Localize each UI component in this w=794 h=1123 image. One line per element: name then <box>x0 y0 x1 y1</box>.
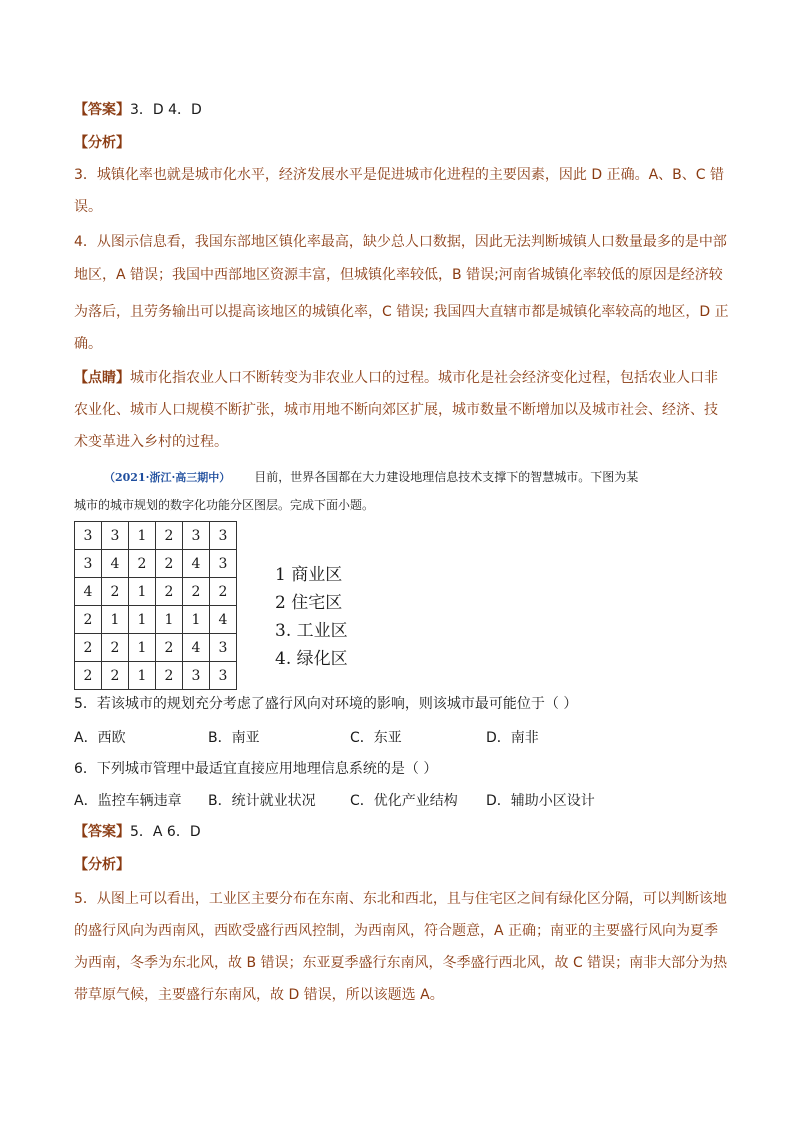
q5-explain-line-4: 带草原气候，主要盛行东南风，故 D 错误，所以该题选 A。 <box>74 987 444 1003</box>
analysis-tag-2: 【分析】 <box>74 857 130 873</box>
legend-green: 4. 绿化区 <box>275 649 348 669</box>
grid-cell: 4 <box>210 606 237 634</box>
answer-line-1 <box>74 100 726 120</box>
q4-explain-line-4: 确。 <box>74 336 102 352</box>
grid-row <box>75 578 237 606</box>
grid-row <box>75 550 237 578</box>
grid-cell: 1 <box>129 578 156 606</box>
grid-cell: 2 <box>156 578 183 606</box>
grid-cell: 1 <box>129 522 156 550</box>
q3-explain-line-1: 3．城镇化率也就是城市化水平，经济发展水平是促进城市化进程的主要因素，因此 D 正确。A、B、C 错 <box>74 167 724 183</box>
grid-cell: 4 <box>102 550 129 578</box>
q4-explain-line-2: 地区，A 错误；我国中西部地区资源丰富，但城镇化率较低，B 错误;河南省城镇化率较低的原因是经济较 <box>74 267 723 283</box>
answer-tag: 【答案】 <box>74 102 130 118</box>
grid-cell: 3 <box>210 522 237 550</box>
grid-cell: 2 <box>102 634 129 662</box>
point-line-2: 农业化、城市人口规模不断扩张，城市用地不断向郊区扩展，城市数量不断增加以及城市社会、经济、技 <box>74 402 718 418</box>
grid-cell: 2 <box>129 550 156 578</box>
grid-cell: 2 <box>102 578 129 606</box>
grid-row <box>75 522 237 550</box>
grid-cell: 3 <box>102 522 129 550</box>
q5-option-c: C．东亚 <box>350 730 402 746</box>
grid-cell: 3 <box>75 550 102 578</box>
grid-cell: 4 <box>75 578 102 606</box>
analysis-heading-1 <box>74 133 726 153</box>
grid-cell: 2 <box>156 662 183 690</box>
grid-cell: 2 <box>156 550 183 578</box>
grid-cell: 2 <box>210 578 237 606</box>
grid-cell: 3 <box>210 634 237 662</box>
grid-row <box>75 606 237 634</box>
grid-cell: 2 <box>75 606 102 634</box>
question-source: （2021·浙江·高三期中） <box>104 471 231 484</box>
grid-cell: 1 <box>129 662 156 690</box>
grid-cell: 1 <box>129 606 156 634</box>
grid-cell: 1 <box>183 606 210 634</box>
q6-stem: 6．下列城市管理中最适宜直接应用地理信息系统的是（ ） <box>74 761 438 777</box>
question-intro-line-1 <box>104 467 756 488</box>
analysis-heading-2 <box>74 855 726 875</box>
grid-cell: 2 <box>156 634 183 662</box>
legend-residential: 2 住宅区 <box>275 593 343 613</box>
grid-cell: 3 <box>183 662 210 690</box>
answer-line-2 <box>74 822 726 842</box>
grid-cell: 2 <box>75 662 102 690</box>
grid-cell: 3 <box>75 522 102 550</box>
grid-cell: 4 <box>183 550 210 578</box>
point-tag: 【点睛】 <box>74 370 130 386</box>
q6-option-c: C．优化产业结构 <box>350 793 458 809</box>
answer-text: 3．D 4．D <box>130 102 202 118</box>
q6-option-d: D．辅助小区设计 <box>486 793 595 809</box>
q4-explain-line-3: 为落后，且劳务输出可以提高该地区的城镇化率，C 错误; 我国四大直辖市都是城镇化率较高的地区，D 正 <box>74 304 729 320</box>
q5-option-a: A．西欧 <box>74 730 126 746</box>
q4-explain-line-1: 4．从图示信息看，我国东部地区镇化率最高，缺少总人口数据，因此无法判断城镇人口数量最多的是中部 <box>74 234 727 250</box>
grid-cell: 2 <box>156 522 183 550</box>
grid-cell: 3 <box>183 522 210 550</box>
q5-explain-line-1: 5．从图上可以看出，工业区主要分布在东南、东北和西北，且与住宅区之间有绿化区分隔，可以判断该地 <box>74 891 727 907</box>
q3-explain-line-2: 误。 <box>74 199 102 215</box>
grid-cell: 1 <box>129 634 156 662</box>
grid-cell: 3 <box>210 662 237 690</box>
grid-cell: 2 <box>102 662 129 690</box>
grid-cell: 2 <box>75 634 102 662</box>
grid-cell: 3 <box>210 550 237 578</box>
grid-row <box>75 634 237 662</box>
question-intro-line-2: 城市的城市规划的数字化功能分区图层。完成下面小题。 <box>74 498 375 512</box>
grid-cell: 1 <box>102 606 129 634</box>
legend-industrial: 3. 工业区 <box>275 621 348 641</box>
point-text-1: 城市化指农业人口不断转变为非农业人口的过程。城市化是社会经济变化过程，包括农业人口非 <box>130 370 718 386</box>
q6-option-b: B．统计就业状况 <box>208 793 316 809</box>
grid-cell: 2 <box>183 578 210 606</box>
q5-explain-line-2: 的盛行风向为西南风，西欧受盛行西风控制，为西南风，符合题意，A 正确；南亚的主要盛行风向为夏季 <box>74 923 719 939</box>
point-line-1 <box>74 368 726 388</box>
q5-stem: 5．若该城市的规划充分考虑了盛行风向对环境的影响，则该城市最可能位于（ ） <box>74 696 578 712</box>
answer-tag-2: 【答案】 <box>74 824 130 840</box>
q5-option-d: D．南非 <box>486 730 539 746</box>
grid-row <box>75 662 237 690</box>
legend-commercial: 1 商业区 <box>275 565 343 585</box>
grid-cell: 1 <box>156 606 183 634</box>
answer-text-2: 5．A 6．D <box>130 824 201 840</box>
q6-option-a: A．监控车辆违章 <box>74 793 182 809</box>
analysis-tag: 【分析】 <box>74 135 130 151</box>
grid-cell: 4 <box>183 634 210 662</box>
q5-explain-line-3: 为西南，冬季为东北风，故 B 错误；东亚夏季盛行东南风，冬季盛行西北风，故 C 错误；南非大部分为热 <box>74 955 728 971</box>
q5-option-b: B．南亚 <box>208 730 260 746</box>
question-intro-text-1: 目前，世界各国都在大力建设地理信息技术支撑下的智慧城市。下图为某 <box>254 470 639 484</box>
zoning-grid <box>74 521 237 690</box>
point-line-3: 术变革进入乡村的过程。 <box>74 434 228 450</box>
